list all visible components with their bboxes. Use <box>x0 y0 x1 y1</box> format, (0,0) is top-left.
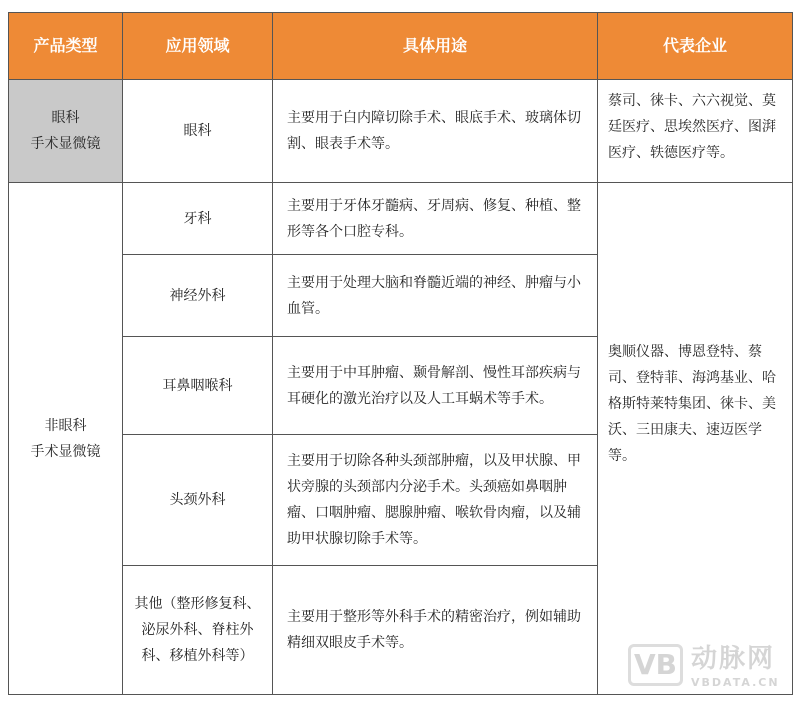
field-cell: 其他（整形修复科、泌尿外科、脊柱外科、移植外科等） <box>123 566 273 695</box>
use-cell: 主要用于处理大脑和脊髓近端的神经、肿瘤与小血管。 <box>273 255 598 337</box>
use-cell: 主要用于整形等外科手术的精密治疗，例如辅助精细双眼皮手术等。 <box>273 566 598 695</box>
microscope-table <box>8 12 793 695</box>
use-cell: 主要用于白内障切除手术、眼底手术、玻璃体切割、眼表手术等。 <box>273 80 598 183</box>
use-cell: 主要用于牙体牙髓病、牙周病、修复、种植、整形等各个口腔专科。 <box>273 183 598 255</box>
field-cell: 神经外科 <box>123 255 273 337</box>
header-companies: 代表企业 <box>598 13 793 80</box>
table-row <box>9 80 793 183</box>
header-row <box>9 13 793 80</box>
type-line: 眼科 <box>51 110 80 126</box>
header-use: 具体用途 <box>273 13 598 80</box>
table-row <box>9 183 793 255</box>
field-cell: 耳鼻咽喉科 <box>123 337 273 435</box>
watermark <box>628 644 780 689</box>
watermark-name: 动脉网 <box>691 644 776 674</box>
watermark-url: VBDATA.CN <box>691 676 780 689</box>
companies-cell: 蔡司、徕卡、六六视觉、莫廷医疗、思埃然医疗、图湃医疗、轶德医疗等。 <box>598 80 793 183</box>
product-type-cell <box>9 80 123 183</box>
type-line: 手术显微镜 <box>30 136 101 152</box>
field-cell: 眼科 <box>123 80 273 183</box>
use-cell: 主要用于中耳肿瘤、颞骨解剖、慢性耳部疾病与耳硬化的激光治疗以及人工耳蜗术等手术。 <box>273 337 598 435</box>
companies-cell: 奥顺仪器、博恩登特、蔡司、登特菲、海鸿基业、哈格斯特莱特集团、徕卡、美沃、三田康夫、速迈医学等。 <box>598 183 793 695</box>
use-cell: 主要用于切除各种头颈部肿瘤，以及甲状腺、甲状旁腺的头颈部内分泌手术。头颈癌如鼻咽肿瘤、口咽肿瘤、腮腺肿瘤、喉软骨肉瘤，以及辅助甲状腺切除手术等。 <box>273 435 598 566</box>
type-line: 非眼科 <box>44 417 87 434</box>
type-line: 手术显微镜 <box>30 443 101 460</box>
header-field: 应用领域 <box>123 13 273 80</box>
header-product-type: 产品类型 <box>9 13 123 80</box>
field-cell: 牙科 <box>123 183 273 255</box>
field-cell: 头颈外科 <box>123 435 273 566</box>
watermark-text <box>691 644 780 689</box>
product-type-cell <box>9 183 123 695</box>
watermark-logo: VB <box>628 644 683 686</box>
